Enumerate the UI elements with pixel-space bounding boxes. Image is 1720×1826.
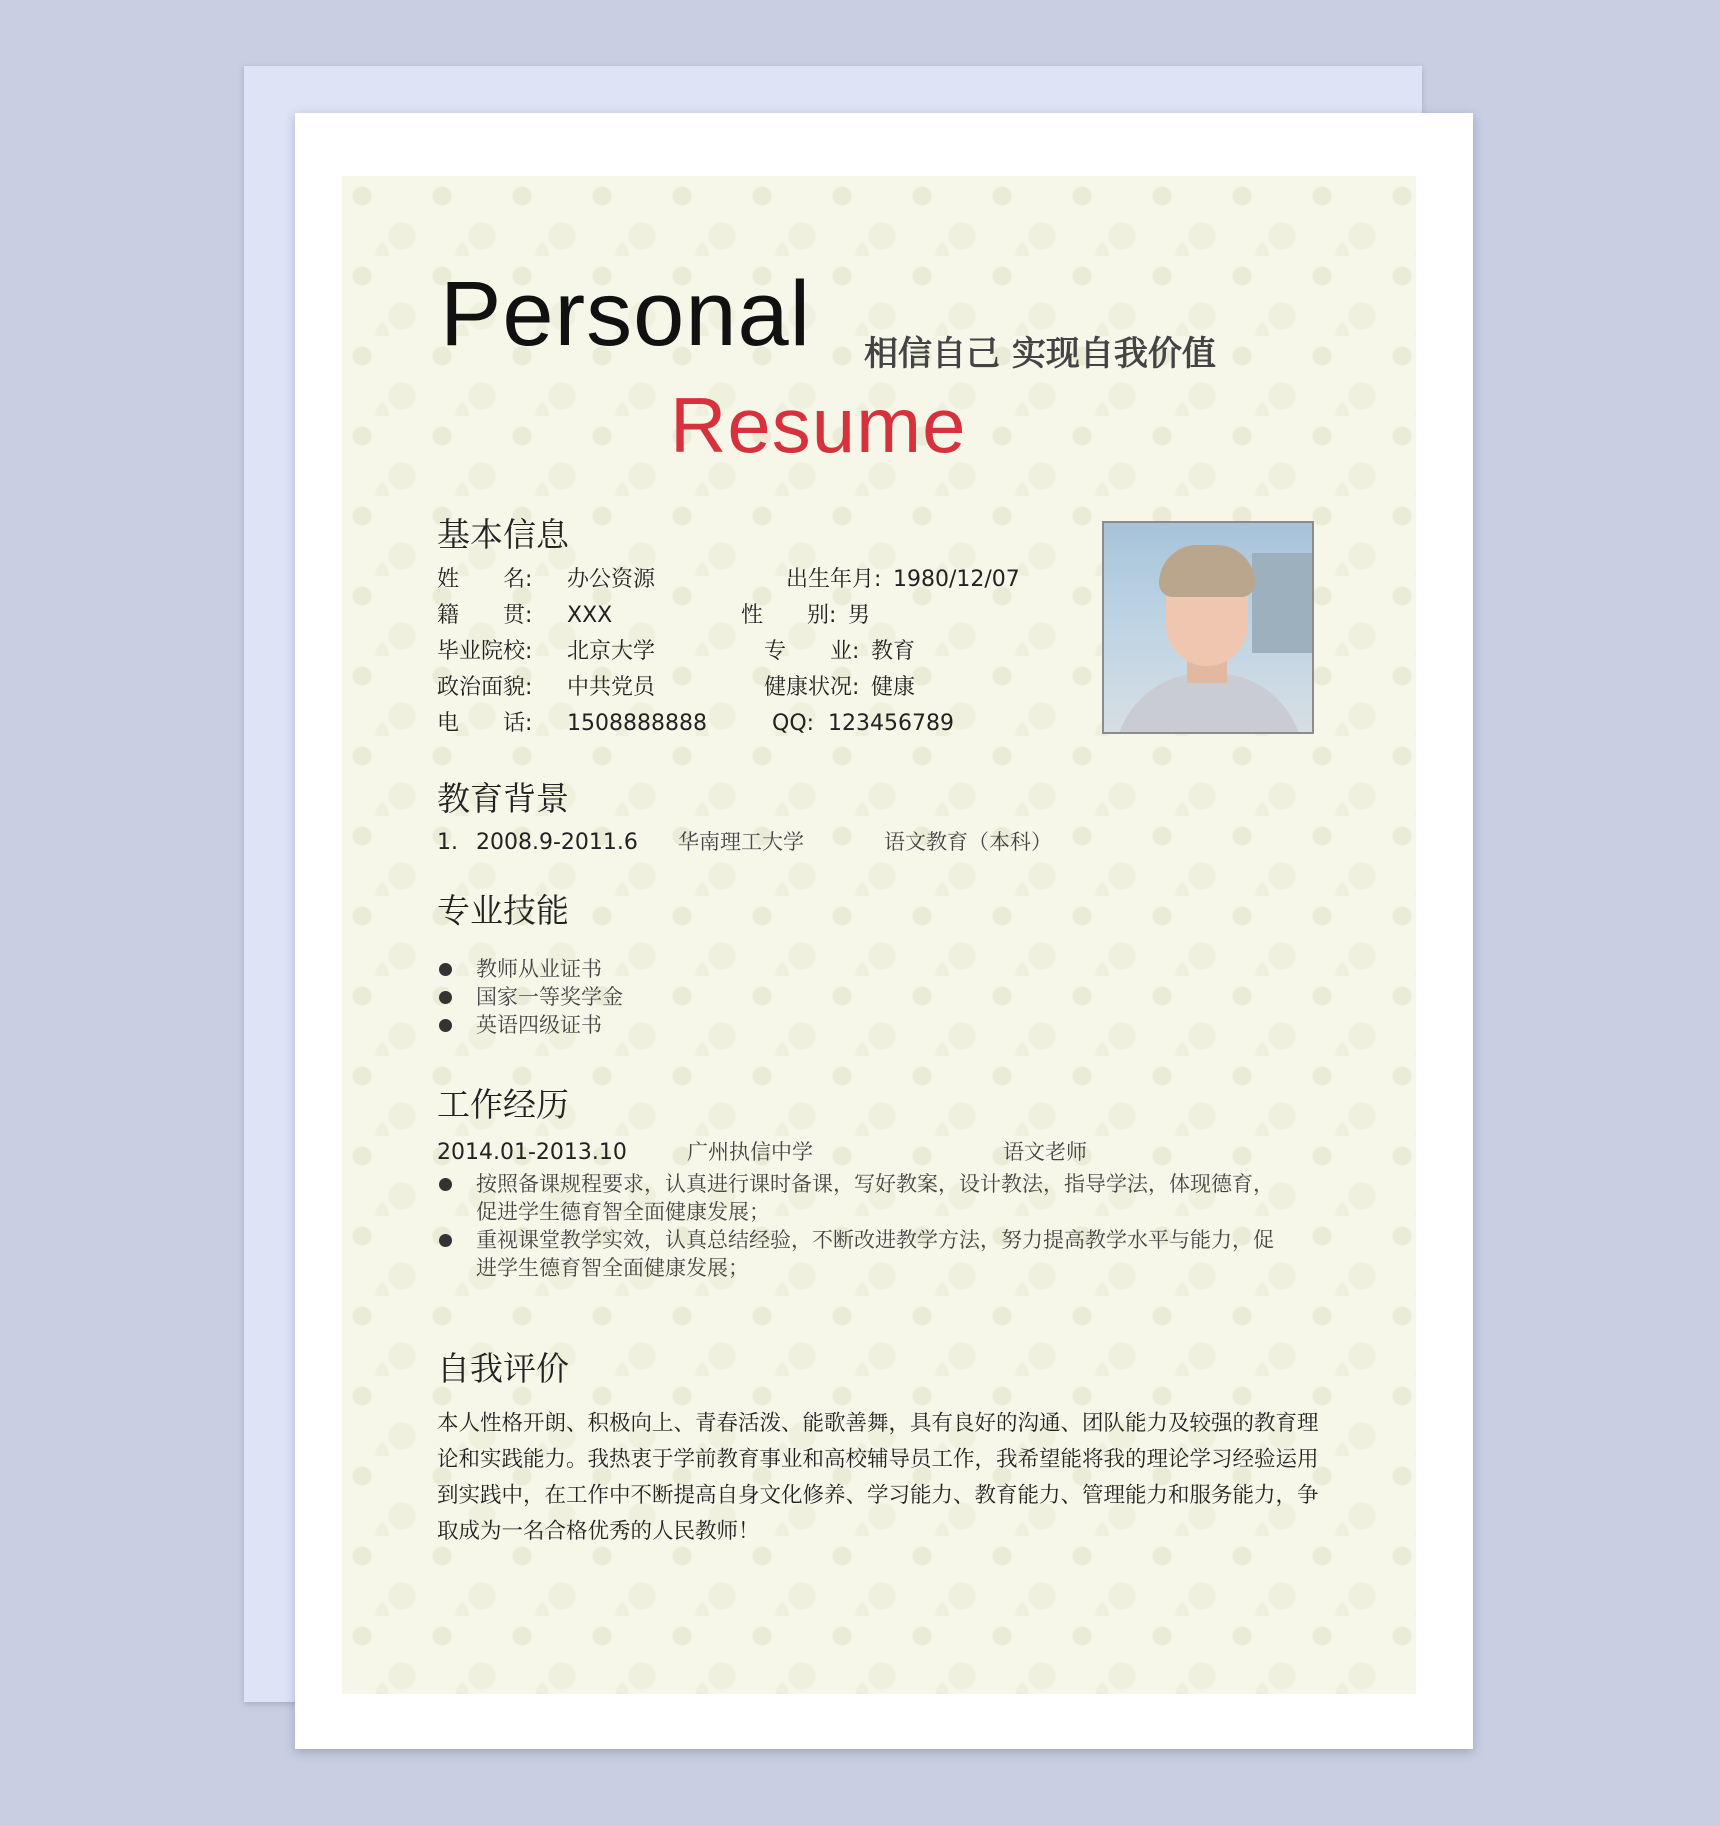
school-value: 北京大学: [567, 639, 656, 664]
skills-heading: 专业技能: [437, 891, 569, 930]
birth-value: 1980/12/07: [893, 567, 1020, 592]
title-personal: Personal: [440, 263, 812, 365]
name-value: 办公资源: [567, 567, 656, 592]
education-heading: 教育背景: [437, 779, 569, 818]
political-value: 中共党员: [567, 675, 656, 700]
skill-bullet: [439, 1019, 452, 1032]
school-label: 毕业院校:: [437, 639, 533, 664]
work-company: 广州执信中学: [687, 1140, 813, 1164]
self-eval-line: 取成为一名合格优秀的人民教师！: [437, 1519, 760, 1544]
skill-item: 国家一等奖学金: [476, 985, 623, 1009]
work-bullet: [439, 1178, 452, 1191]
self-eval-line: 到实践中，在工作中不断提高自身文化修养、学习能力、教育能力、管理能力和服务能力，争: [437, 1483, 1319, 1508]
qq-value: 123456789: [828, 711, 954, 736]
health-label: 健康状况:: [764, 675, 860, 700]
self-eval-line: 本人性格开朗、积极向上、青春活泼、能歌善舞，具有良好的沟通、团队能力及较强的教育理: [437, 1411, 1319, 1436]
work-period: 2014.01-2013.10: [437, 1140, 627, 1165]
self-eval-heading: 自我评价: [437, 1349, 569, 1388]
phone-value: 1508888888: [567, 711, 707, 736]
work-duty-line: 促进学生德育智全面健康发展；: [476, 1200, 770, 1224]
qq-label: QQ:: [772, 711, 815, 736]
education-index: 1.: [437, 830, 458, 855]
native-label: 籍 贯:: [437, 603, 533, 628]
skill-bullet: [439, 963, 452, 976]
work-duty-line: 按照备课规程要求，认真进行课时备课，写好教案，设计教法，指导学法，体现德育，: [476, 1172, 1274, 1196]
health-value: 健康: [871, 675, 916, 700]
slogan: 相信自己 实现自我价值: [864, 334, 1216, 374]
self-eval-line: 论和实践能力。我热衷于学前教育事业和高校辅导员工作，我希望能将我的理论学习经验运用: [437, 1447, 1319, 1472]
work-duty-line: 重视课堂教学实效，认真总结经验，不断改进教学方法，努力提高教学水平与能力，促: [476, 1228, 1274, 1252]
basic-info-heading: 基本信息: [437, 515, 569, 554]
skill-bullet: [439, 991, 452, 1004]
education-period: 2008.9-2011.6: [476, 830, 638, 855]
profile-photo: [1102, 521, 1314, 734]
gender-value: 男: [848, 603, 871, 628]
major-value: 教育: [871, 639, 916, 664]
gender-label: 性 别:: [741, 603, 837, 628]
work-duty-line: 进学生德育智全面健康发展；: [476, 1256, 749, 1280]
education-school: 华南理工大学: [678, 830, 804, 854]
education-major: 语文教育（本科）: [884, 830, 1052, 854]
work-role: 语文老师: [1003, 1140, 1087, 1164]
major-label: 专 业:: [764, 639, 860, 664]
political-label: 政治面貌:: [437, 675, 533, 700]
native-value: XXX: [567, 603, 613, 628]
work-heading: 工作经历: [437, 1085, 569, 1124]
birth-label: 出生年月:: [786, 567, 882, 592]
work-bullet: [439, 1234, 452, 1247]
phone-label: 电 话:: [437, 711, 533, 736]
title-resume: Resume: [670, 381, 967, 469]
skill-item: 教师从业证书: [476, 957, 602, 981]
skill-item: 英语四级证书: [476, 1013, 602, 1037]
name-label: 姓 名:: [437, 567, 533, 592]
